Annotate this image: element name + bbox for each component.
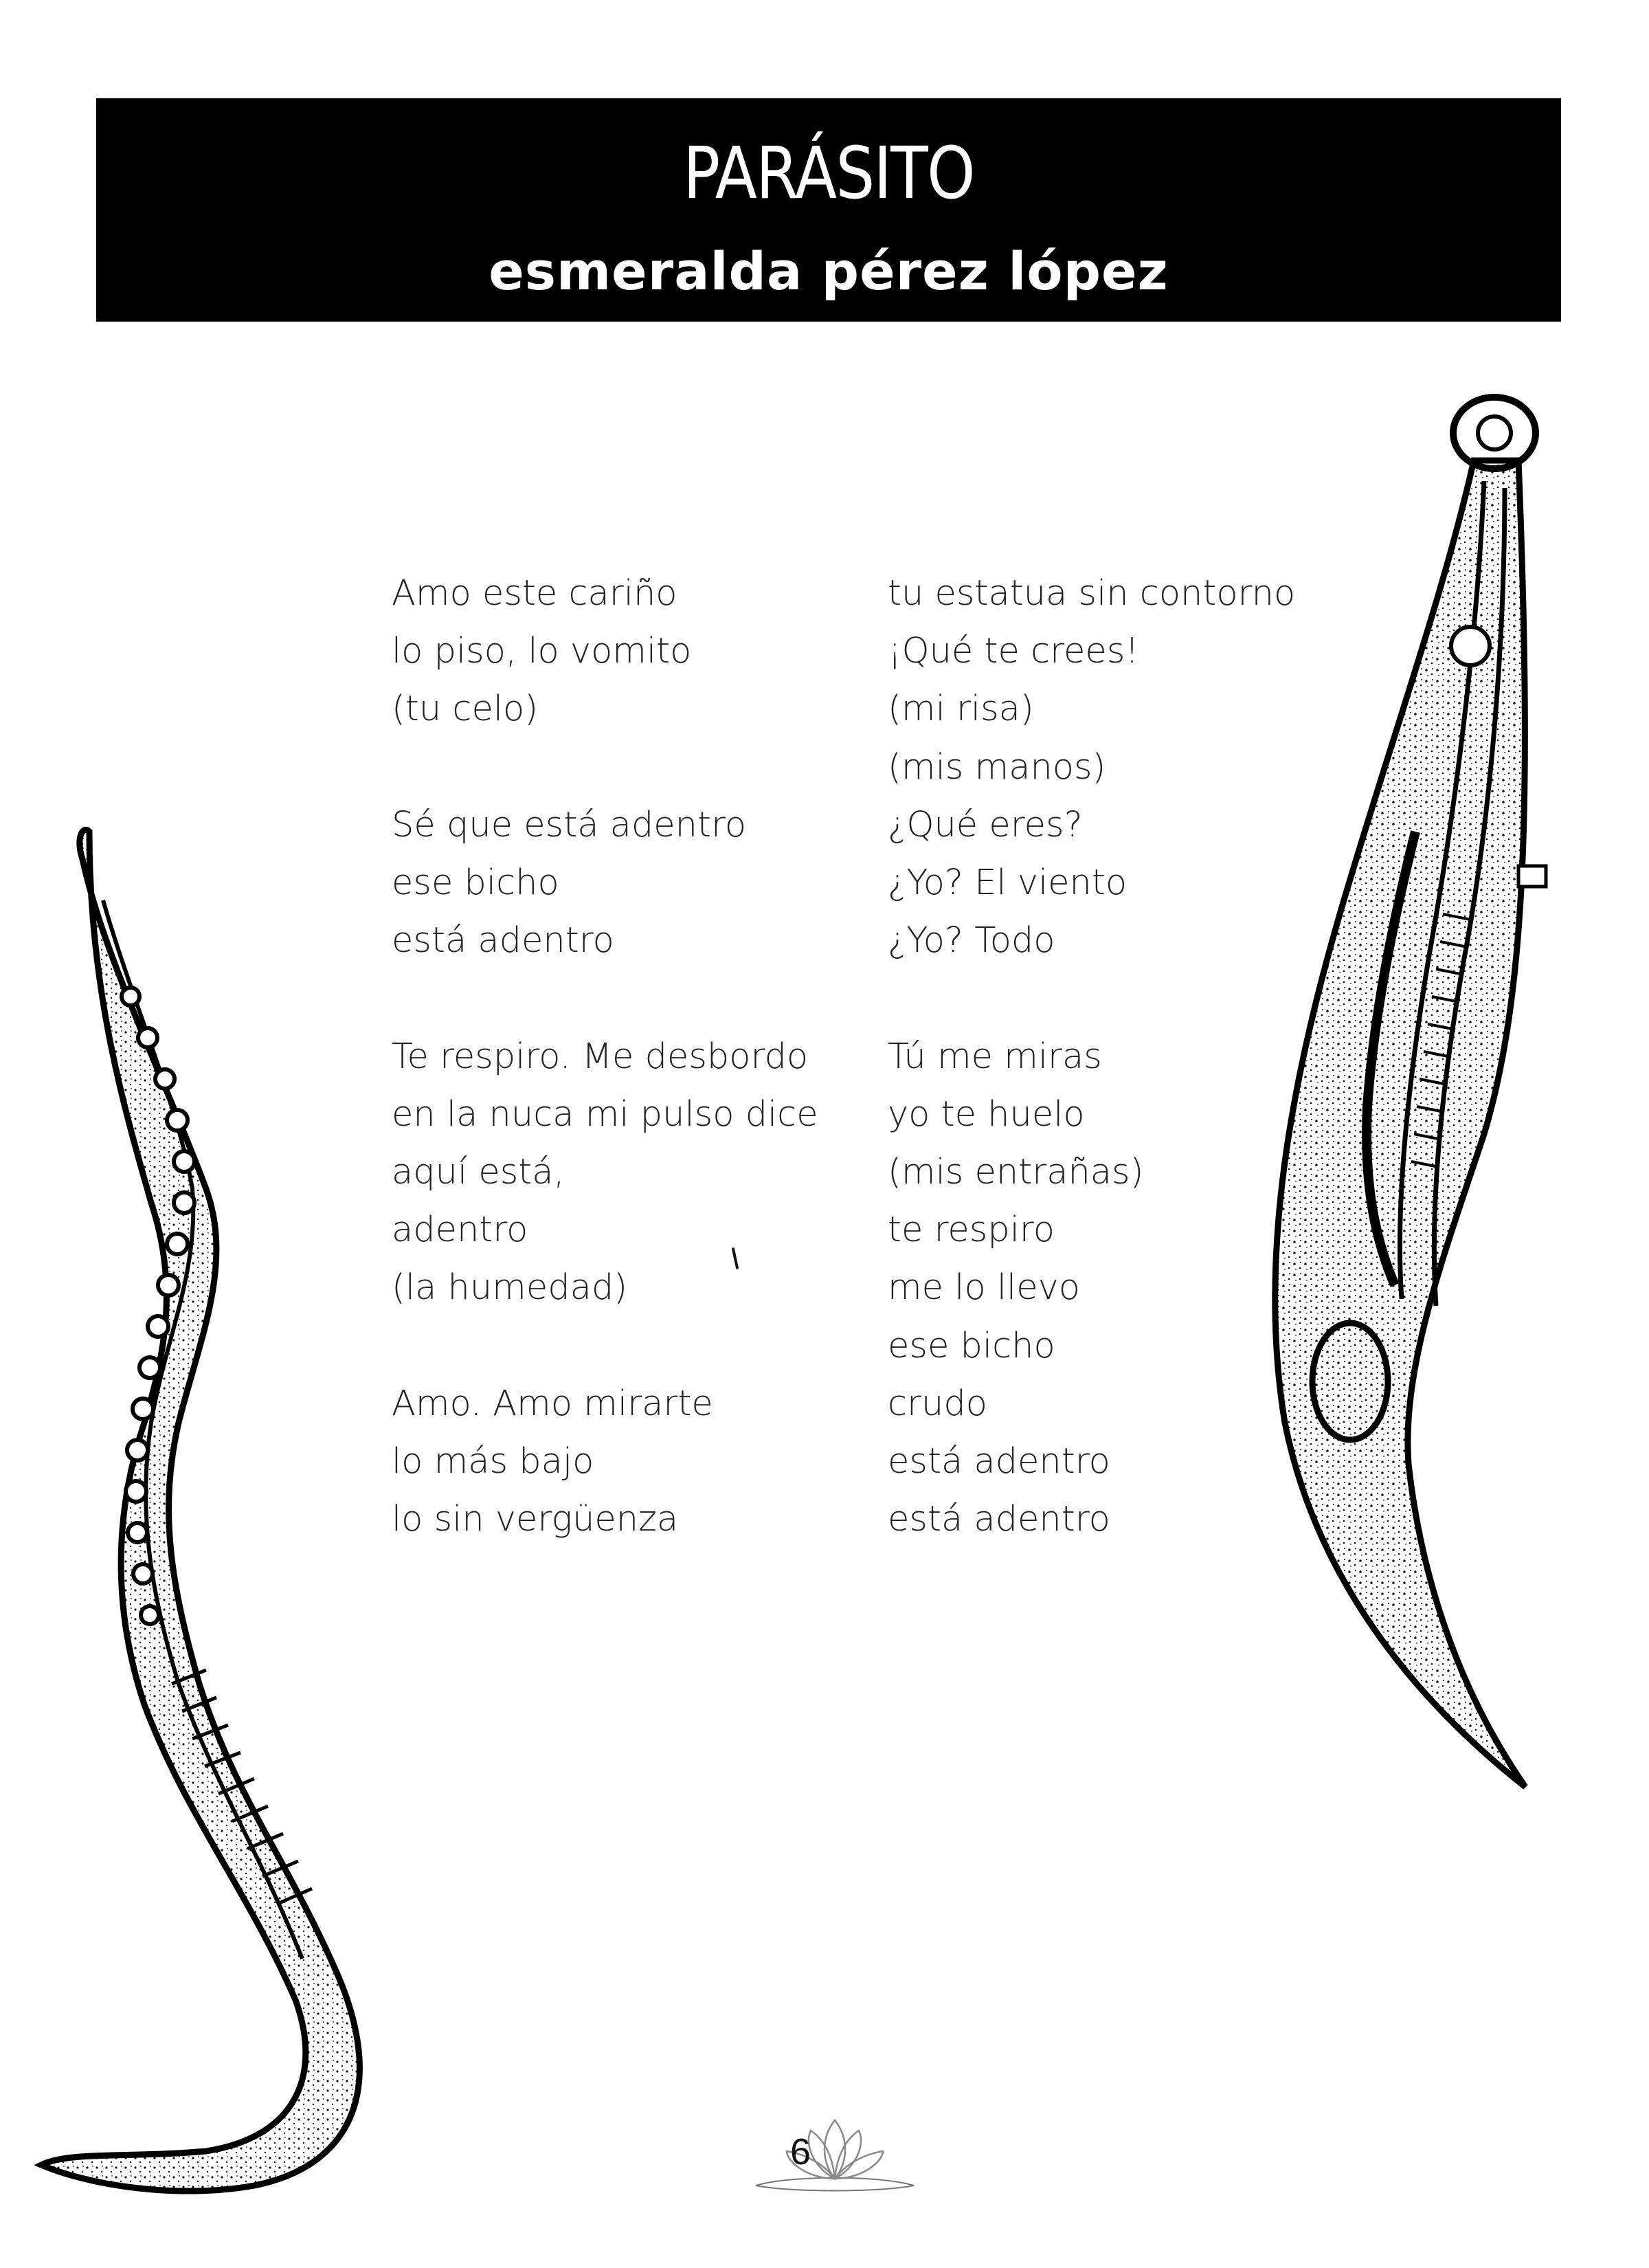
poem-right-column: [888, 565, 1295, 1607]
poem-line: (mis manos): [888, 746, 1106, 788]
page-number: 6: [790, 2131, 811, 2172]
poem-line: (la humedad): [392, 1267, 628, 1309]
poem-line: está adentro: [888, 1441, 1110, 1482]
worm-illustration-left: [27, 818, 412, 2206]
poem-line: en la nuca mi pulso dice: [392, 1093, 818, 1135]
stanza: [888, 1028, 1295, 1549]
poem-line: crudo: [888, 1383, 987, 1424]
stanza: [392, 1375, 818, 1549]
poem-line: está adentro: [888, 1499, 1110, 1540]
poem-line: Tú me miras: [888, 1036, 1102, 1077]
poem-line: lo más bajo: [392, 1441, 594, 1482]
poem-line: ¿Qué eres?: [888, 804, 1083, 845]
poem-line: me lo llevo: [888, 1267, 1080, 1309]
poem-line: Sé que está adentro: [392, 804, 747, 845]
poem-line: yo te huelo: [888, 1093, 1085, 1135]
stanza: [888, 565, 1295, 970]
poem-line: Amo este cariño: [392, 573, 677, 614]
poem-line: (tu celo): [392, 689, 539, 730]
poem-line: está adentro: [392, 920, 614, 961]
poem-line: te respiro: [888, 1210, 1055, 1251]
poem-left-column: [392, 565, 818, 1607]
poem-title: PARÁSITO: [683, 131, 974, 215]
poem-line: Te respiro. Me desbordo: [392, 1036, 809, 1077]
poem-line: ese bicho: [392, 863, 559, 903]
worm-illustration-right: [1237, 392, 1580, 1869]
poem-line: Amo. Amo mirarte: [392, 1383, 713, 1424]
stanza: [392, 1028, 818, 1318]
poem-line: ¿Yo? El viento: [888, 863, 1128, 904]
poem-line: lo piso, lo vomito: [392, 631, 692, 672]
title-band: [96, 98, 1561, 322]
poem-line: (mi risa): [888, 689, 1034, 730]
poem-line: (mis entrañas): [888, 1152, 1144, 1193]
poem-line: ¿Yo? Todo: [888, 920, 1055, 961]
poem-line: ¡Qué te crees!: [888, 631, 1139, 672]
poem-line: ese bicho: [888, 1325, 1055, 1366]
lotus-flower-icon: [749, 2113, 921, 2196]
stanza: [392, 797, 818, 970]
poem-line: lo sin vergüenza: [392, 1499, 679, 1540]
poem-line: tu estatua sin contorno: [888, 573, 1296, 614]
poem-author: esmeralda pérez lópez: [489, 241, 1169, 302]
poem-line: aquí está,: [392, 1152, 565, 1192]
poem-line: adentro: [392, 1210, 528, 1251]
stanza: [392, 565, 818, 739]
